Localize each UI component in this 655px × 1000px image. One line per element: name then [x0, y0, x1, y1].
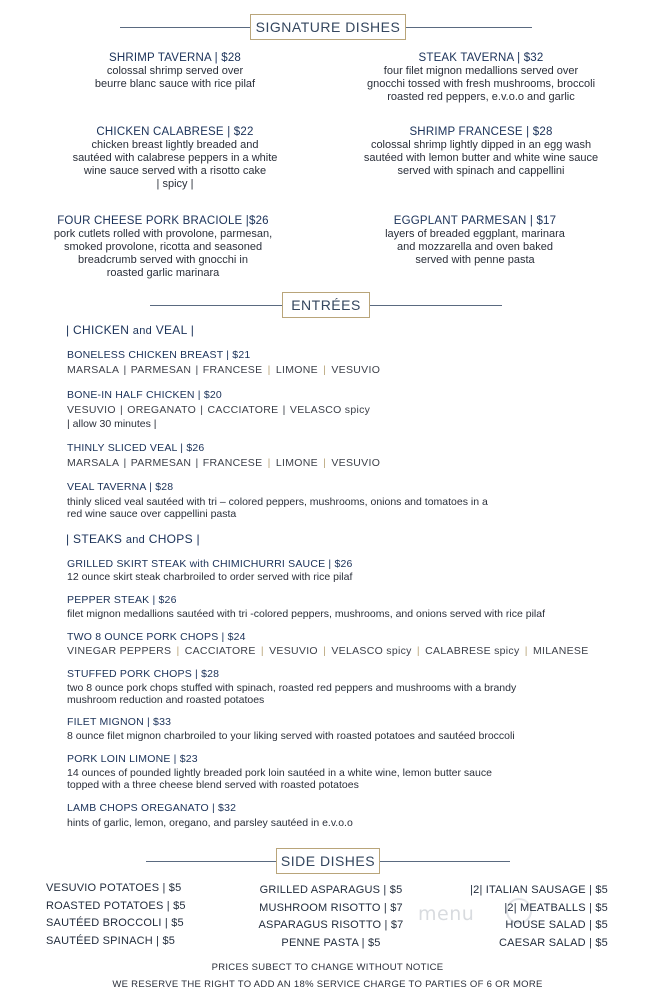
- option: FRANCESE: [202, 456, 263, 469]
- side-dish: HOUSE SALAD | $5: [505, 919, 608, 931]
- entree-item: [67, 349, 627, 376]
- dish-desc-line: roasted red peppers, e.v.o.o and garlic: [387, 91, 575, 103]
- category-label: | CHICKEN: [66, 323, 133, 337]
- signature-item: [336, 52, 626, 104]
- entree-desc: hints of garlic, lemon, oregano, and parsley sautéed in e.v.o.o: [67, 816, 353, 829]
- option: PARMESAN: [130, 456, 192, 469]
- side-dish: SAUTÉED BROCCOLI | $5: [46, 917, 184, 929]
- entree-item: [67, 716, 627, 742]
- price-notice: PRICES SUBECT TO CHANGE WITHOUT NOTICE: [211, 962, 444, 973]
- entree-item: [67, 668, 627, 707]
- dish-desc-line: served with spinach and cappellini: [397, 165, 565, 177]
- side-dish: PENNE PASTA | $5: [281, 936, 381, 949]
- entree-item: [67, 442, 627, 469]
- dish-name: FOUR CHEESE PORK BRACIOLE |$26: [57, 215, 269, 227]
- dish-desc-line: colossal shrimp served over: [106, 65, 244, 77]
- side-dish: ASPARAGUS RISOTTO | $7: [258, 919, 404, 931]
- dish-desc-line: gnocchi tossed with fresh mushrooms, broccoli: [366, 78, 596, 90]
- entree-name: PEPPER STEAK | $26: [67, 594, 177, 606]
- option: CACCIATORE: [184, 644, 256, 657]
- entree-item: [67, 802, 627, 829]
- side-dish: MUSHROOM RISOTTO | $7: [259, 901, 403, 914]
- dish-name: SHRIMP FRANCESE | $28: [409, 126, 553, 138]
- side-dish: ROASTED POTATOES | $5: [46, 899, 186, 912]
- header-rule-right: [406, 27, 532, 28]
- entrees-header: [0, 292, 655, 320]
- side-dish: SAUTÉED SPINACH | $5: [46, 934, 176, 947]
- entree-item: [67, 558, 627, 583]
- dish-desc-line: sautéed with calabrese peppers in a white: [72, 152, 278, 164]
- dish-desc-line: four filet mignon medallions served over: [383, 65, 579, 77]
- signature-dishes-header: [0, 14, 655, 42]
- entree-item: [67, 631, 627, 657]
- signature-dishes-title: SIGNATURE DISHES: [250, 14, 406, 40]
- option: VELASCO spicy: [331, 644, 412, 657]
- side-dishes-column-1: [46, 880, 186, 950]
- option: VINEGAR PEPPERS: [67, 644, 172, 657]
- dish-name: EGGPLANT PARMESAN | $17: [393, 215, 557, 227]
- category-chicken-veal: [66, 323, 194, 337]
- entree-desc: two 8 ounce pork chops stuffed with spinach, roasted red peppers and mushrooms with a brandy: [67, 681, 517, 694]
- header-rule-right: [370, 305, 502, 306]
- side-dish: VESUVIO POTATOES | $5: [46, 882, 182, 894]
- option: OREGANATO: [127, 403, 197, 416]
- entree-name: STUFFED PORK CHOPS | $28: [67, 668, 220, 680]
- dish-desc-line: and mozzarella and oven baked: [397, 241, 553, 253]
- option: MILANESE: [533, 644, 589, 657]
- side-dishes-header: [0, 848, 655, 876]
- dish-desc-line: smoked provolone, ricotta and seasoned: [63, 241, 263, 253]
- entree-desc: 8 ounce filet mignon charbroiled to your liking served with roasted potatoes and sautéed broccoli: [67, 729, 515, 742]
- entree-options: MARSALA | PARMESAN | FRANCESE | LIMONE | VESUVIO: [67, 363, 381, 376]
- header-rule-left: [150, 305, 282, 306]
- category-and: and: [132, 325, 153, 337]
- category-label: VEAL |: [152, 323, 195, 337]
- entree-name: FILET MIGNON | $33: [67, 716, 172, 728]
- category-label: | STEAKS: [66, 532, 126, 546]
- dish-desc-line: layers of breaded eggplant, marinara: [385, 228, 565, 240]
- entree-item: [67, 594, 627, 620]
- entree-desc: filet mignon medallions sautéed with tri -colored peppers, mushrooms, and onions served with rice pilaf: [67, 607, 545, 620]
- entree-options: VINEGAR PEPPERS | CACCIATORE | VESUVIO | VELASCO spicy | CALABRESE spicy | MILANESE: [67, 644, 589, 657]
- entree-name: GRILLED SKIRT STEAK with CHIMICHURRI SAUCE | $26: [67, 558, 353, 570]
- signature-item: [330, 215, 620, 267]
- option: MARSALA: [67, 456, 120, 469]
- side-dishes-column-3: [462, 882, 608, 952]
- option: VESUVIO: [331, 363, 381, 376]
- entree-item: [67, 753, 627, 792]
- entree-name: LAMB CHOPS OREGANATO | $32: [67, 802, 237, 814]
- option: VELASCO spicy: [289, 403, 371, 416]
- option: CACCIATORE: [207, 403, 279, 416]
- side-dish: |2| ITALIAN SAUSAGE | $5: [470, 884, 608, 896]
- entree-options: MARSALA | PARMESAN | FRANCESE | LIMONE | VESUVIO: [67, 456, 381, 469]
- entree-desc: 14 ounces of pounded lightly breaded pork loin sautéed in a white wine, lemon butter sauce: [67, 766, 492, 779]
- entree-name: BONE-IN HALF CHICKEN | $20: [67, 389, 222, 401]
- option: VESUVIO: [331, 456, 381, 469]
- dish-name: CHICKEN CALABRESE | $22: [96, 126, 254, 138]
- dish-desc-line: wine sauce served with a risotto cake: [83, 165, 267, 177]
- dish-desc-line: | spicy |: [156, 178, 194, 190]
- signature-item: [336, 126, 626, 178]
- option: MARSALA: [67, 363, 120, 376]
- entree-name: PORK LOIN LIMONE | $23: [67, 753, 198, 765]
- entree-name: VEAL TAVERNA | $28: [67, 481, 174, 493]
- side-dishes-title: SIDE DISHES: [276, 848, 380, 874]
- option: VESUVIO: [67, 403, 116, 416]
- option: FRANCESE: [202, 363, 263, 376]
- header-rule-right: [380, 861, 510, 862]
- dish-desc-line: sautéed with lemon butter and white wine sauce: [363, 152, 599, 164]
- signature-item: [30, 52, 320, 91]
- signature-item: [18, 215, 308, 280]
- dish-name: SHRIMP TAVERNA | $28: [108, 52, 242, 64]
- side-dishes-column-2: [256, 882, 406, 952]
- entree-desc: thinly sliced veal sautéed with tri – colored peppers, mushrooms, onions and tomatoes in a: [67, 495, 488, 508]
- dish-desc-line: beurre blanc sauce with rice pilaf: [94, 78, 256, 90]
- option: LIMONE: [275, 456, 318, 469]
- menupix-watermark: menu: [418, 903, 475, 925]
- entree-name: THINLY SLICED VEAL | $26: [67, 442, 205, 454]
- option: LIMONE: [275, 363, 318, 376]
- header-rule-left: [120, 27, 250, 28]
- side-dish: CAESAR SALAD | $5: [499, 936, 608, 949]
- entree-item: [67, 481, 627, 521]
- entree-desc: mushroom reduction and roasted potatoes: [67, 694, 265, 706]
- side-dish: |2| MEATBALLS | $5: [504, 901, 608, 914]
- option: PARMESAN: [130, 363, 192, 376]
- entree-name: BONELESS CHICKEN BREAST | $21: [67, 349, 251, 361]
- dish-desc-line: pork cutlets rolled with provolone, parmesan,: [53, 228, 273, 240]
- category-steaks-chops: [66, 532, 200, 546]
- dish-desc-line: roasted garlic marinara: [106, 267, 220, 279]
- dish-desc-line: chicken breast lightly breaded and: [91, 139, 259, 151]
- entree-desc: 12 ounce skirt steak charbroiled to order served with rice pilaf: [67, 570, 353, 583]
- dish-desc-line: colossal shrimp lightly dipped in an egg wash: [370, 139, 592, 151]
- dish-name: STEAK TAVERNA | $32: [418, 52, 544, 64]
- entree-options: VESUVIO | OREGANATO | CACCIATORE | VELASCO spicy: [67, 403, 371, 416]
- option: VESUVIO: [269, 644, 318, 657]
- signature-item: [30, 126, 320, 191]
- dish-desc-line: breadcrumb served with gnocchi in: [78, 254, 248, 266]
- option: CALABRESE spicy: [425, 644, 520, 657]
- side-dish: GRILLED ASPARAGUS | $5: [259, 884, 403, 896]
- service-charge-notice: WE RESERVE THE RIGHT TO ADD AN 18% SERVICE CHARGE TO PARTIES OF 6 OR MORE: [112, 979, 543, 990]
- entree-desc: red wine sauce over cappellini pasta: [67, 508, 237, 520]
- entree-desc: topped with a three cheese blend served with roasted potatoes: [67, 779, 359, 791]
- dish-desc-line: served with penne pasta: [415, 254, 535, 266]
- category-label: CHOPS |: [145, 532, 200, 546]
- category-and: and: [125, 534, 146, 546]
- entree-item: [67, 389, 627, 431]
- entree-desc: | allow 30 minutes |: [67, 418, 157, 430]
- header-rule-left: [146, 861, 276, 862]
- entrees-title: ENTRÉES: [282, 292, 370, 318]
- entree-name: TWO 8 OUNCE PORK CHOPS | $24: [67, 631, 246, 643]
